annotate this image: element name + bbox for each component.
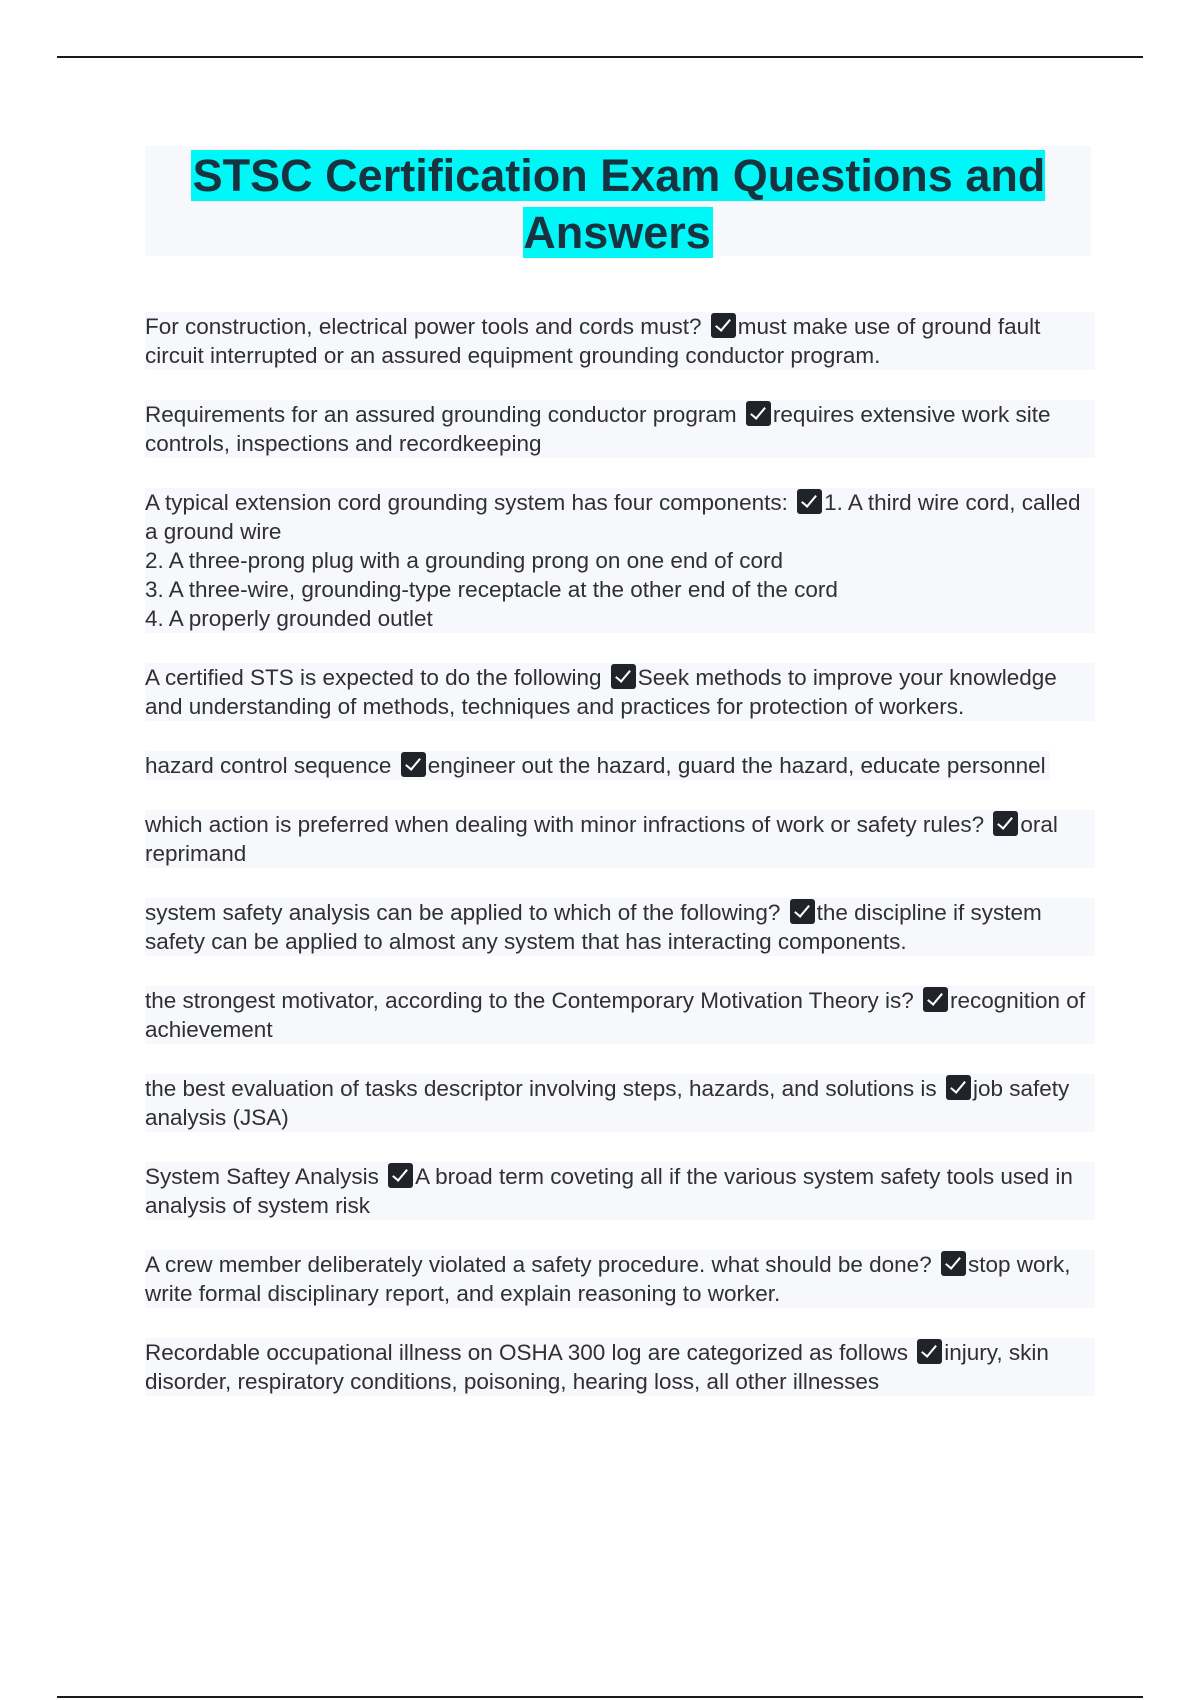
- question-text: A typical extension cord grounding system has four components:: [145, 490, 788, 515]
- check-box-icon: [946, 1075, 971, 1100]
- qa-item-wrap: [145, 1338, 1095, 1426]
- qa-item: [145, 986, 1095, 1044]
- answer-text: must make use of ground fault circuit interrupted or an assured equipment grounding conductor program.: [145, 314, 1041, 368]
- check-box-icon: [993, 811, 1018, 836]
- answer-text: A broad term coveting all if the various system safety tools used in analysis of system risk: [145, 1164, 1073, 1218]
- qa-item: [145, 1338, 1095, 1396]
- question-text: Recordable occupational illness on OSHA 300 log are categorized as follows: [145, 1340, 908, 1365]
- question-text: A certified STS is expected to do the following: [145, 665, 602, 690]
- qa-item: [145, 898, 1095, 956]
- check-box-icon: [797, 489, 822, 514]
- check-box-icon: [611, 664, 636, 689]
- qa-item-wrap: [145, 810, 1095, 898]
- answer-text: recognition of achievement: [145, 988, 1086, 1042]
- qa-item: [145, 312, 1095, 370]
- answer-text: 1. A third wire cord, called a ground wire 2. A three-prong plug with a grounding prong on one end of cord 3. A three-wire, grounding-type receptacle at the other end of the cord 4. A properly grounded outlet: [145, 490, 1081, 631]
- title-block: [145, 146, 1091, 256]
- check-box-icon: [388, 1163, 413, 1188]
- qa-item-wrap: [145, 400, 1095, 488]
- question-text: the strongest motivator, according to the Contemporary Motivation Theory is?: [145, 988, 914, 1013]
- answer-text: Seek methods to improve your knowledge and understanding of methods, techniques and practices for protection of workers.: [145, 665, 1057, 719]
- qa-item: [145, 1074, 1095, 1132]
- qa-item-wrap: [145, 488, 1095, 663]
- answer-text: injury, skin disorder, respiratory conditions, poisoning, hearing loss, all other illnesses: [145, 1340, 1049, 1394]
- question-text: hazard control sequence: [145, 753, 392, 778]
- qa-item-wrap: [145, 1162, 1095, 1250]
- question-text: A crew member deliberately violated a safety procedure. what should be done?: [145, 1252, 932, 1277]
- title-highlight: STSC Certification Exam Questions and Answers: [192, 150, 1046, 258]
- qa-item: [145, 810, 1095, 868]
- qa-item: [145, 663, 1095, 721]
- question-text: the best evaluation of tasks descriptor involving steps, hazards, and solutions is: [145, 1076, 937, 1101]
- question-text: System Saftey Analysis: [145, 1164, 379, 1189]
- qa-item-wrap: [145, 663, 1095, 751]
- qa-item-wrap: [145, 1074, 1095, 1162]
- check-box-icon: [401, 752, 426, 777]
- check-box-icon: [941, 1251, 966, 1276]
- answer-text: job safety analysis (JSA): [145, 1076, 1070, 1130]
- document-title: [145, 146, 1091, 261]
- qa-item-wrap: [145, 751, 1095, 810]
- check-box-icon: [746, 401, 771, 426]
- answer-text: requires extensive work site controls, inspections and recordkeeping: [145, 402, 1051, 456]
- check-box-icon: [917, 1339, 942, 1364]
- qa-item: [145, 488, 1095, 633]
- answer-text: the discipline if system safety can be applied to almost any system that has interacting components.: [145, 900, 1042, 954]
- qa-item: [145, 400, 1095, 458]
- question-text: which action is preferred when dealing with minor infractions of work or safety rules?: [145, 812, 985, 837]
- answer-text: oral reprimand: [145, 812, 1058, 866]
- qa-item-wrap: [145, 312, 1095, 400]
- qa-list: [145, 312, 1095, 1426]
- qa-item: [145, 751, 1050, 780]
- question-text: For construction, electrical power tools and cords must?: [145, 314, 702, 339]
- footer-rule: [57, 1696, 1143, 1698]
- answer-text: stop work, write formal disciplinary report, and explain reasoning to worker.: [145, 1252, 1071, 1306]
- check-box-icon: [711, 313, 736, 338]
- answer-text: engineer out the hazard, guard the hazard, educate personnel: [427, 753, 1046, 778]
- qa-item: [145, 1162, 1095, 1220]
- header-rule: [57, 56, 1143, 58]
- question-text: system safety analysis can be applied to which of the following?: [145, 900, 781, 925]
- qa-item-wrap: [145, 1250, 1095, 1338]
- qa-item: [145, 1250, 1095, 1308]
- question-text: Requirements for an assured grounding conductor program: [145, 402, 737, 427]
- qa-item-wrap: [145, 898, 1095, 986]
- check-box-icon: [790, 899, 815, 924]
- check-box-icon: [923, 987, 948, 1012]
- qa-item-wrap: [145, 986, 1095, 1074]
